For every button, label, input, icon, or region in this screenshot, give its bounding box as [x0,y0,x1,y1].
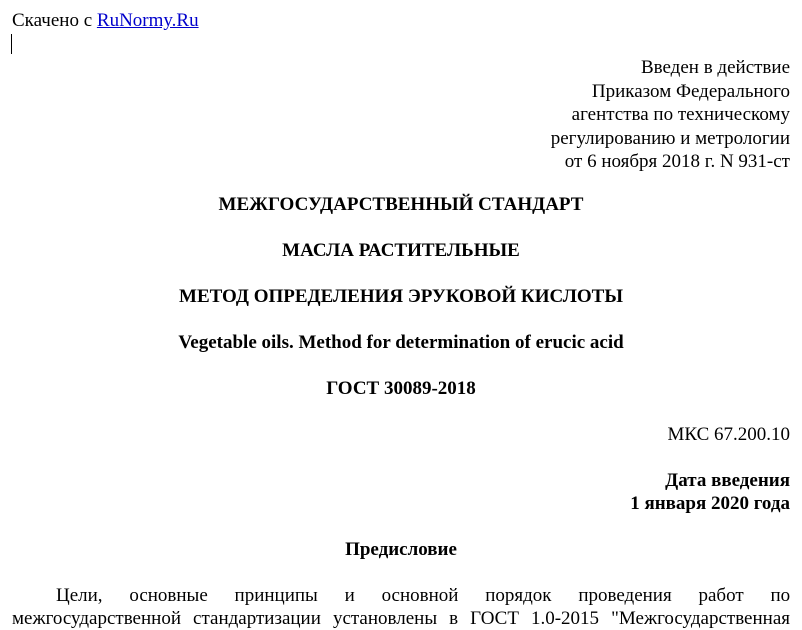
preface-word: порядок [485,585,552,606]
preface-heading: Предисловие [345,539,457,560]
preface-word: принципы [234,585,318,606]
gost-code: ГОСТ 30089-2018 [326,378,476,399]
mks-code: МКС 67.200.10 [667,424,790,445]
enactment-line: от 6 ноября 2018 г. N 931-ст [564,151,790,172]
preface-word: работ [698,585,744,606]
english-title: Vegetable oils. Method for determination of erucic acid [178,332,624,353]
product-heading: МАСЛА РАСТИТЕЛЬНЫЕ [282,240,520,261]
enactment-line: регулированию и метрологии [550,127,790,149]
intro-date-value: 1 января 2020 года [630,493,790,514]
standard-type-heading: МЕЖГОСУДАРСТВЕННЫЙ СТАНДАРТ [218,194,584,215]
preface-word: проведения [578,585,672,606]
preface-word: по [770,585,791,606]
preface-word: основные [129,585,208,606]
text-cursor [11,34,12,54]
download-prefix: Скачено с [12,10,93,31]
preface-paragraph [12,584,790,630]
preface-word: основной [381,585,459,606]
preface-line-1 [12,584,790,607]
intro-date-label: Дата введения [665,470,790,491]
enactment-line: Введен в действие [640,57,790,78]
preface-word: Цели, [56,585,103,606]
enactment-line: Приказом Федерального [591,80,790,102]
download-source-line [12,9,199,33]
enactment-block [551,56,790,174]
preface-line-2: межгосударственной стандартизации установлены в ГОСТ 1.0-2015 "Межгосударственная [12,608,790,629]
enactment-line: агентства по техническому [571,104,790,125]
method-heading: МЕТОД ОПРЕДЕЛЕНИЯ ЭРУКОВОЙ КИСЛОТЫ [179,286,623,307]
preface-word: и [344,585,355,606]
site-link[interactable]: RuNormy.Ru [96,10,199,31]
